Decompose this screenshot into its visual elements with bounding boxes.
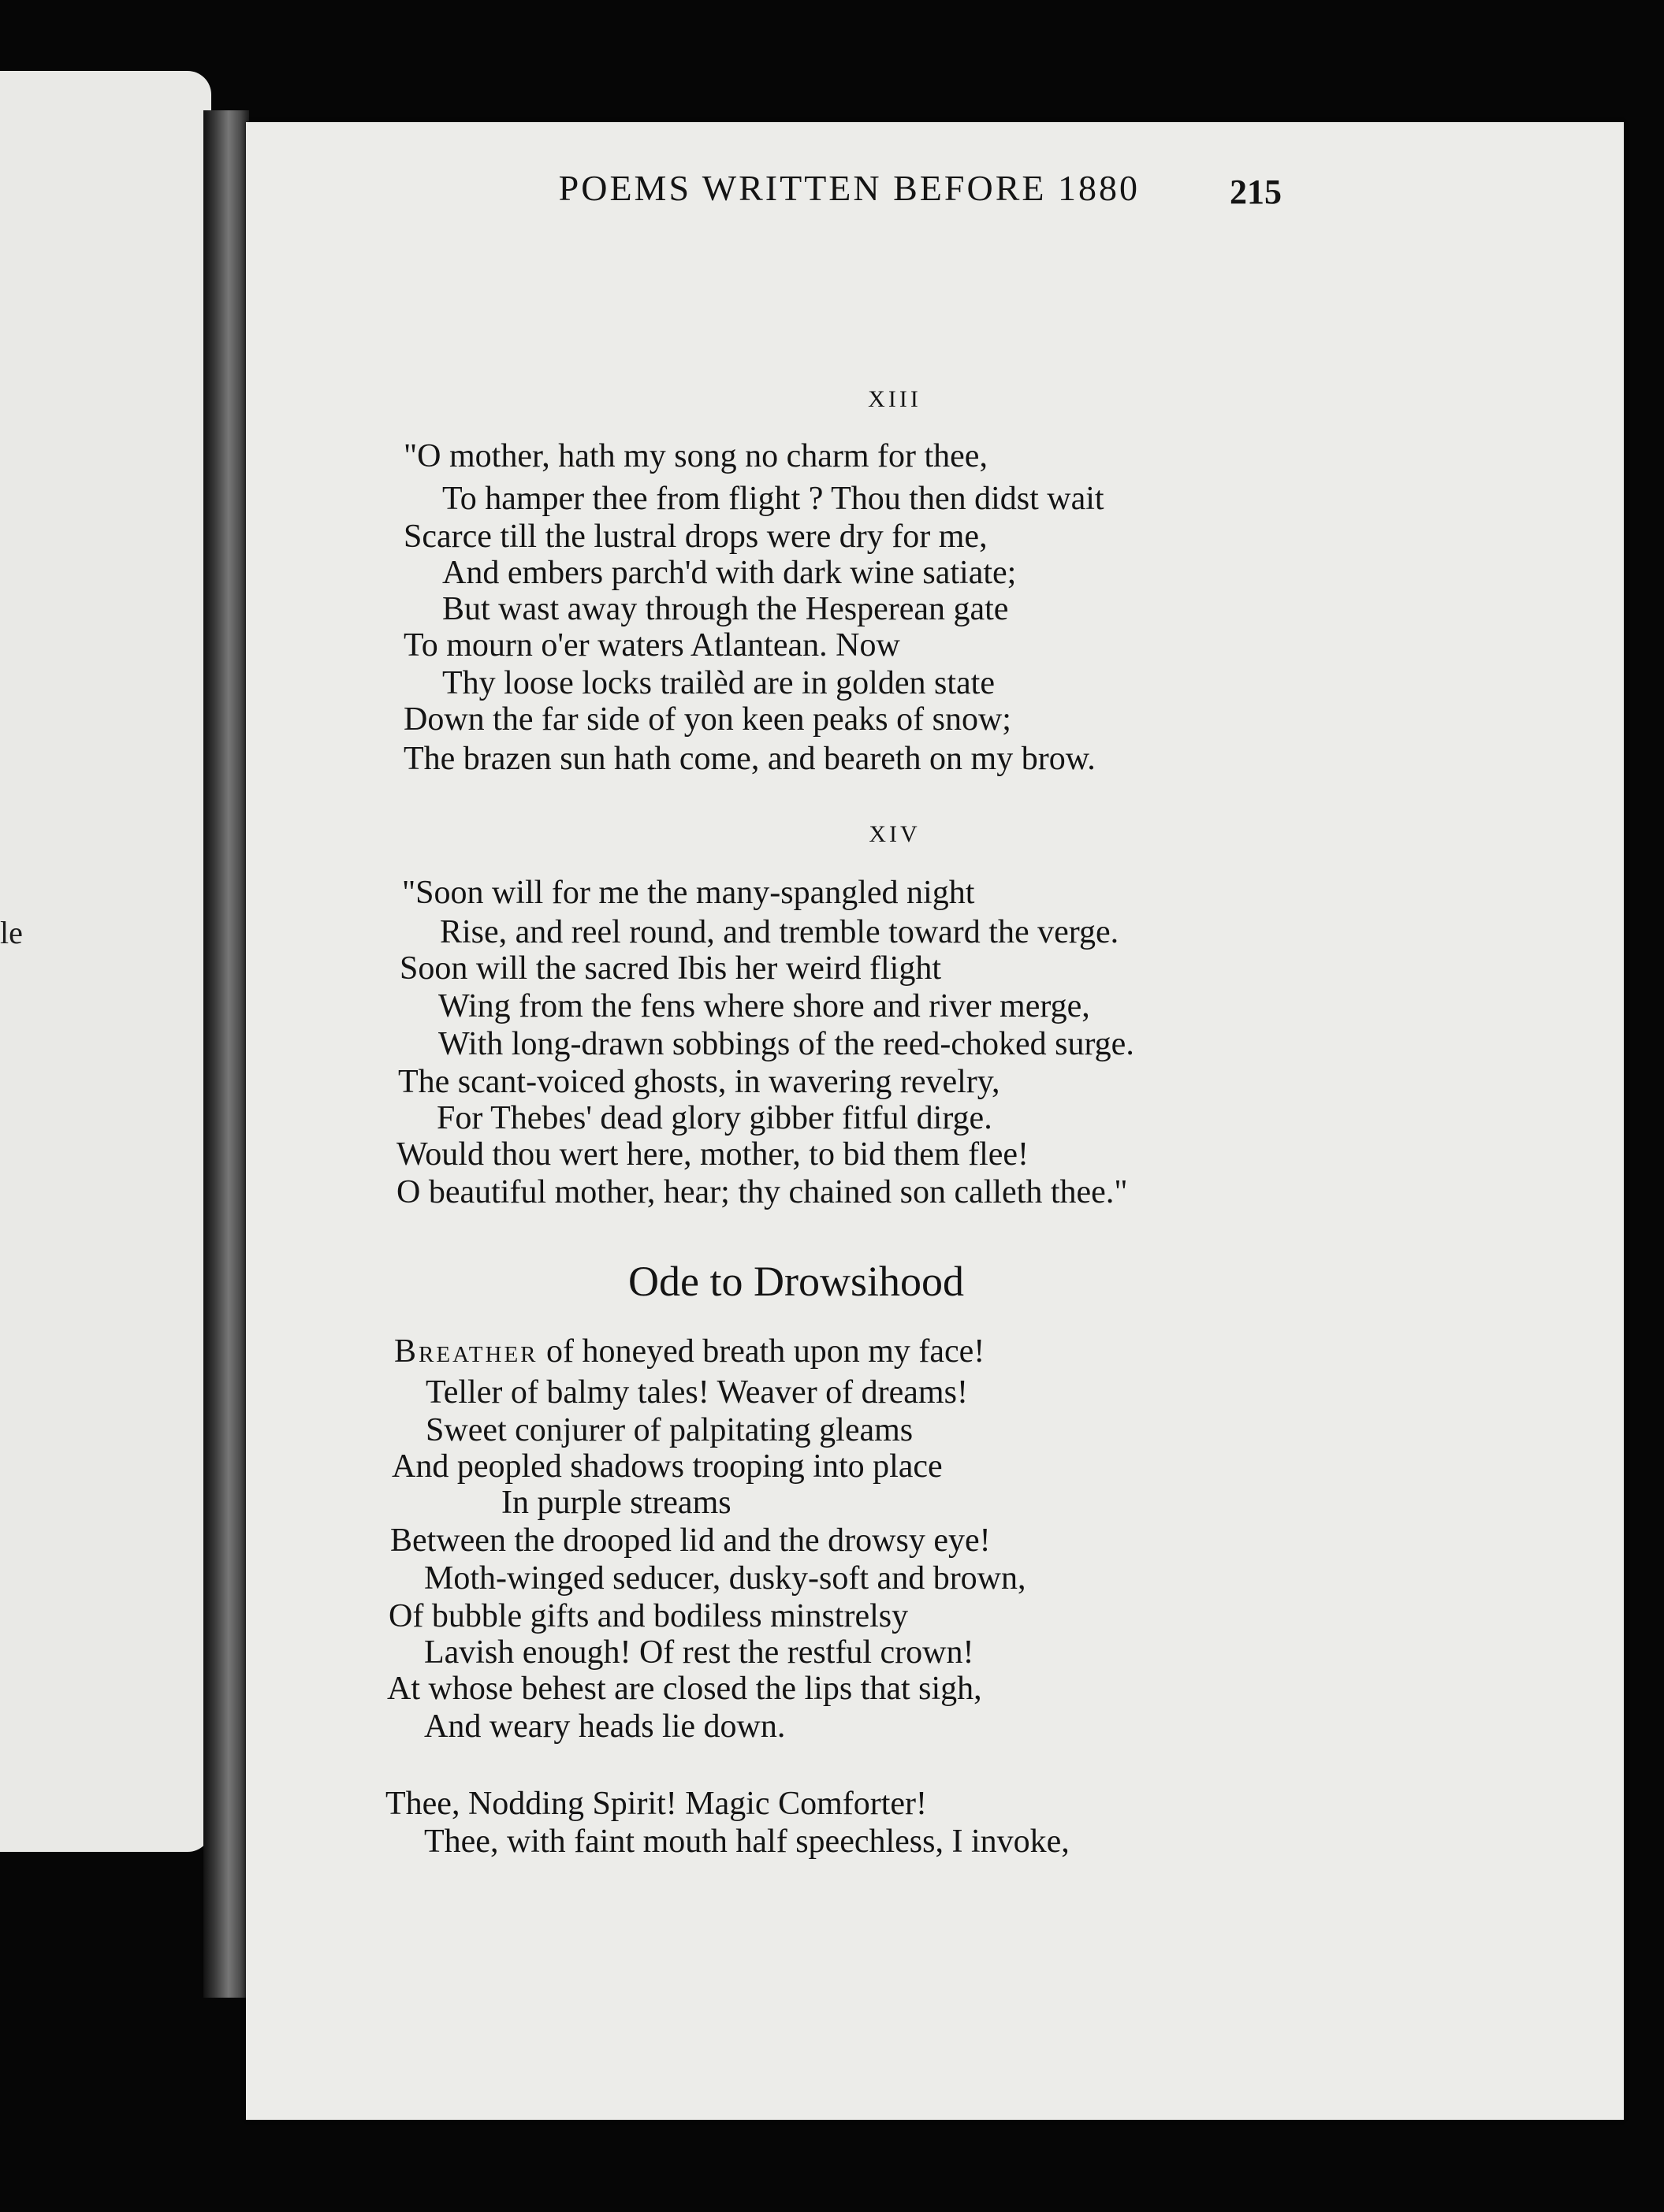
ode-line: And peopled shadows trooping into place <box>392 1448 943 1485</box>
ode-line: Moth-winged seducer, dusky-soft and brown, <box>424 1560 1026 1597</box>
ode-line: At whose behest are closed the lips that sigh, <box>387 1671 982 1707</box>
ode-line: Teller of balmy tales! Weaver of dreams! <box>426 1374 968 1411</box>
ode-line: Sweet conjurer of palpitating gleams <box>426 1412 914 1448</box>
stanza-line: Soon will the sacred Ibis her weird flight <box>400 950 942 987</box>
stanza-line: Wing from the fens where shore and river merge, <box>438 988 1090 1024</box>
stanza-line: The scant-voiced ghosts, in wavering revelry, <box>398 1064 1000 1100</box>
ode-line: Lavish enough! Of rest the restful crown! <box>424 1634 974 1671</box>
stanza-line: Rise, and reel round, and tremble toward the verge. <box>440 914 1119 950</box>
stanza-number-xiii: XIII <box>868 386 921 412</box>
stanza-line: Scarce till the lustral drops were dry for me, <box>404 519 988 555</box>
ode-line: Between the drooped lid and the drowsy eye! <box>390 1522 991 1559</box>
stanza-line: And embers parch'd with dark wine satiate; <box>442 555 1017 591</box>
stanza-line: O beautiful mother, hear; thy chained son calleth thee." <box>396 1174 1128 1210</box>
running-head: POEMS WRITTEN BEFORE 1880 <box>558 168 1140 208</box>
stanza-line: For Thebes' dead glory gibber fitful dirge. <box>437 1100 992 1136</box>
ode-line: And weary heads lie down. <box>424 1708 786 1745</box>
stanza-line: Thy loose locks trailèd are in golden state <box>442 665 995 701</box>
ode-line: Thee, with faint mouth half speechless, I invoke, <box>424 1824 1070 1860</box>
stanza-line: The brazen sun hath come, and beareth on my brow. <box>404 741 1096 777</box>
ode-first-word: Breather <box>394 1333 538 1370</box>
poem-title: Ode to Drowsihood <box>628 1258 964 1305</box>
ode-line: Thee, Nodding Spirit! Magic Comforter! <box>385 1786 928 1822</box>
stanza-line: With long-drawn sobbings of the reed-choked surge. <box>438 1026 1134 1062</box>
stanza-line: "Soon will for me the many-spangled night <box>402 875 975 911</box>
left-page <box>0 71 211 1852</box>
page-number: 215 <box>1230 173 1282 211</box>
ode-first-line <box>394 1335 985 1368</box>
stanza-line: "O mother, hath my song no charm for thee, <box>404 438 988 474</box>
ode-line: Of bubble gifts and bodiless minstrelsy <box>389 1598 909 1634</box>
stanza-line: To mourn o'er waters Atlantean. Now <box>404 627 900 664</box>
stanza-line: Would thou wert here, mother, to bid them flee! <box>396 1136 1029 1173</box>
stanza-line: Down the far side of yon keen peaks of snow; <box>404 701 1011 738</box>
ode-first-line-rest: of honeyed breath upon my face! <box>538 1333 985 1370</box>
book-gutter <box>203 110 249 1998</box>
ode-line: In purple streams <box>501 1485 731 1521</box>
left-page-text-fragment: le <box>0 915 23 950</box>
stanza-line: To hamper thee from flight ? Thou then didst wait <box>442 481 1104 517</box>
stanza-line: But wast away through the Hesperean gate <box>442 591 1009 627</box>
stanza-number-xiv: XIV <box>869 821 921 847</box>
